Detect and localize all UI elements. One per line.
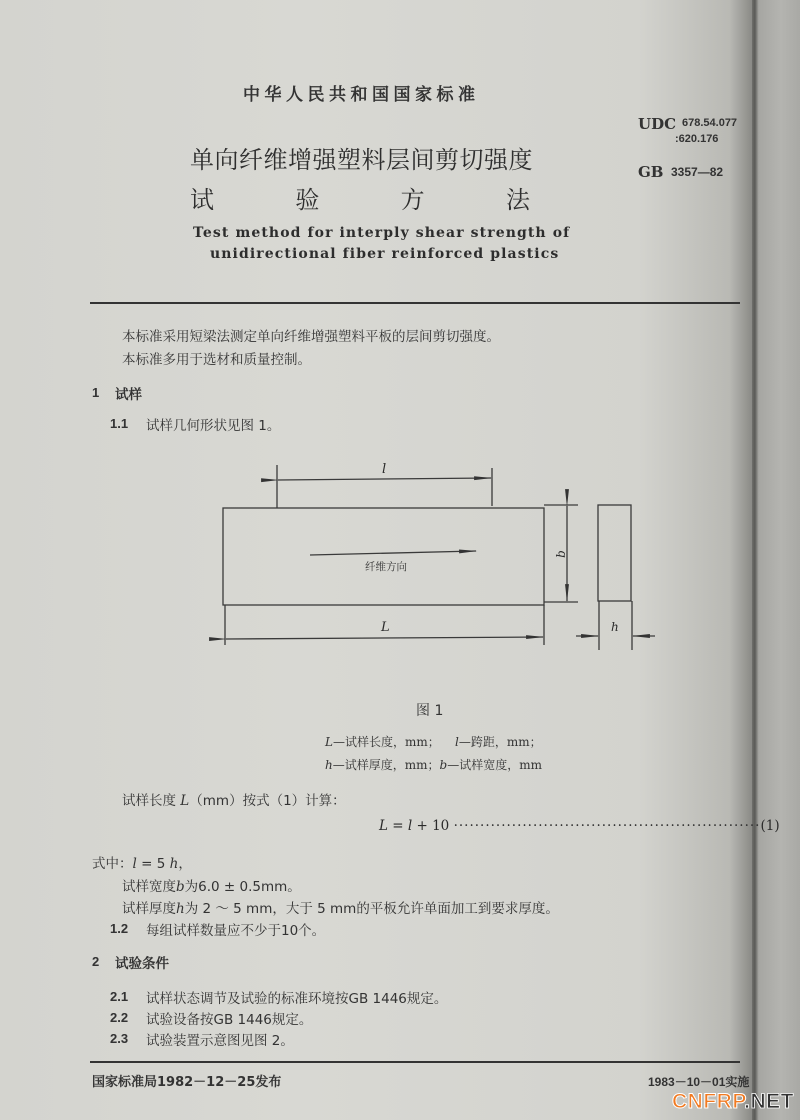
clause-2-1-text: 试样状态调节及试验的标准环境按GB 1446规定。 (146, 991, 448, 1007)
clause-2-3-text: 试验装置示意图见图 2。 (146, 1033, 294, 1049)
clause-2-2-text: 试验设备按GB 1446规定。 (146, 1012, 313, 1028)
section-2-title: 试验条件 (115, 956, 169, 972)
dim-label-thickness: h (611, 620, 619, 634)
clause-2-3-number: 2.3 (110, 1031, 129, 1046)
clause-1-1-text: 试样几何形状见图 1。 (146, 418, 281, 434)
equation-number: (1) (760, 818, 780, 834)
figure-1-legend-line-1: L—试样长度，mm； l—跨距，mm； (325, 735, 542, 749)
section-1-number: 1 (92, 385, 100, 400)
udc-value-2: :620.176 (675, 133, 719, 145)
clause-2-1-number: 2.1 (110, 989, 129, 1004)
width-spec: 试样宽度b为6.0 ± 0.5mm。 (122, 879, 301, 895)
title-en-line1: Test method for interply shear strength of (193, 225, 571, 241)
title-zh-line1: 单向纤维增强塑料层间剪切强度 (190, 146, 533, 174)
thickness-spec: 试样厚度h为 2 ～ 5 mm，大于 5 mm的平板允许单面加工到要求厚度。 (122, 901, 559, 917)
title-char: 方 (400, 186, 425, 214)
section-1-title: 试样 (115, 387, 142, 403)
dim-label-length: L (381, 620, 390, 635)
gb-number: 3357—82 (671, 165, 724, 179)
where-clause: 式中：l = 5 h， (92, 856, 192, 872)
clause-1-2-number: 1.2 (110, 921, 129, 936)
national-standard-header: 中华人民共和国国家标准 (243, 85, 480, 105)
clause-1-2-text: 每组试样数量应不少于10个。 (146, 923, 326, 939)
title-char: 法 (505, 186, 530, 214)
udc-value-1: 678.54.077 (682, 117, 738, 129)
intro-line-2: 本标准多用于选材和质量控制。 (122, 352, 311, 368)
dim-label-width: b (553, 550, 568, 558)
effective-date: 1983－10－01实施 (648, 1075, 750, 1089)
udc-label: UDC (638, 115, 677, 133)
footer-divider (90, 1061, 740, 1063)
figure-1-caption: 图 1 (416, 703, 444, 719)
watermark-logo: CNFRP.NET (672, 1090, 794, 1113)
figure-1-legend-line-2: h—试样厚度，mm；b—试样宽度，mm (325, 758, 542, 772)
fiber-direction-label: 纤维方向 (365, 561, 407, 573)
intro-line-1: 本标准采用短梁法测定单向纤维增强塑料平板的层间剪切强度。 (122, 329, 500, 345)
dim-label-span: l (382, 462, 387, 477)
title-char: 试 (190, 186, 214, 214)
clause-2-2-number: 2.2 (110, 1010, 129, 1025)
equation-1: L = l + 10 ··························································(1) (379, 818, 780, 834)
length-calc-intro: 试样长度 L（mm）按式（1）计算： (122, 793, 346, 809)
title-char: 验 (295, 186, 320, 214)
section-2-number: 2 (92, 954, 100, 969)
gb-label: GB (638, 163, 664, 181)
title-en-line2: unidirectional fiber reinforced plastics (210, 246, 560, 262)
issue-date: 国家标准局1982－12－25发布 (92, 1075, 282, 1090)
clause-1-1-number: 1.1 (110, 416, 129, 431)
